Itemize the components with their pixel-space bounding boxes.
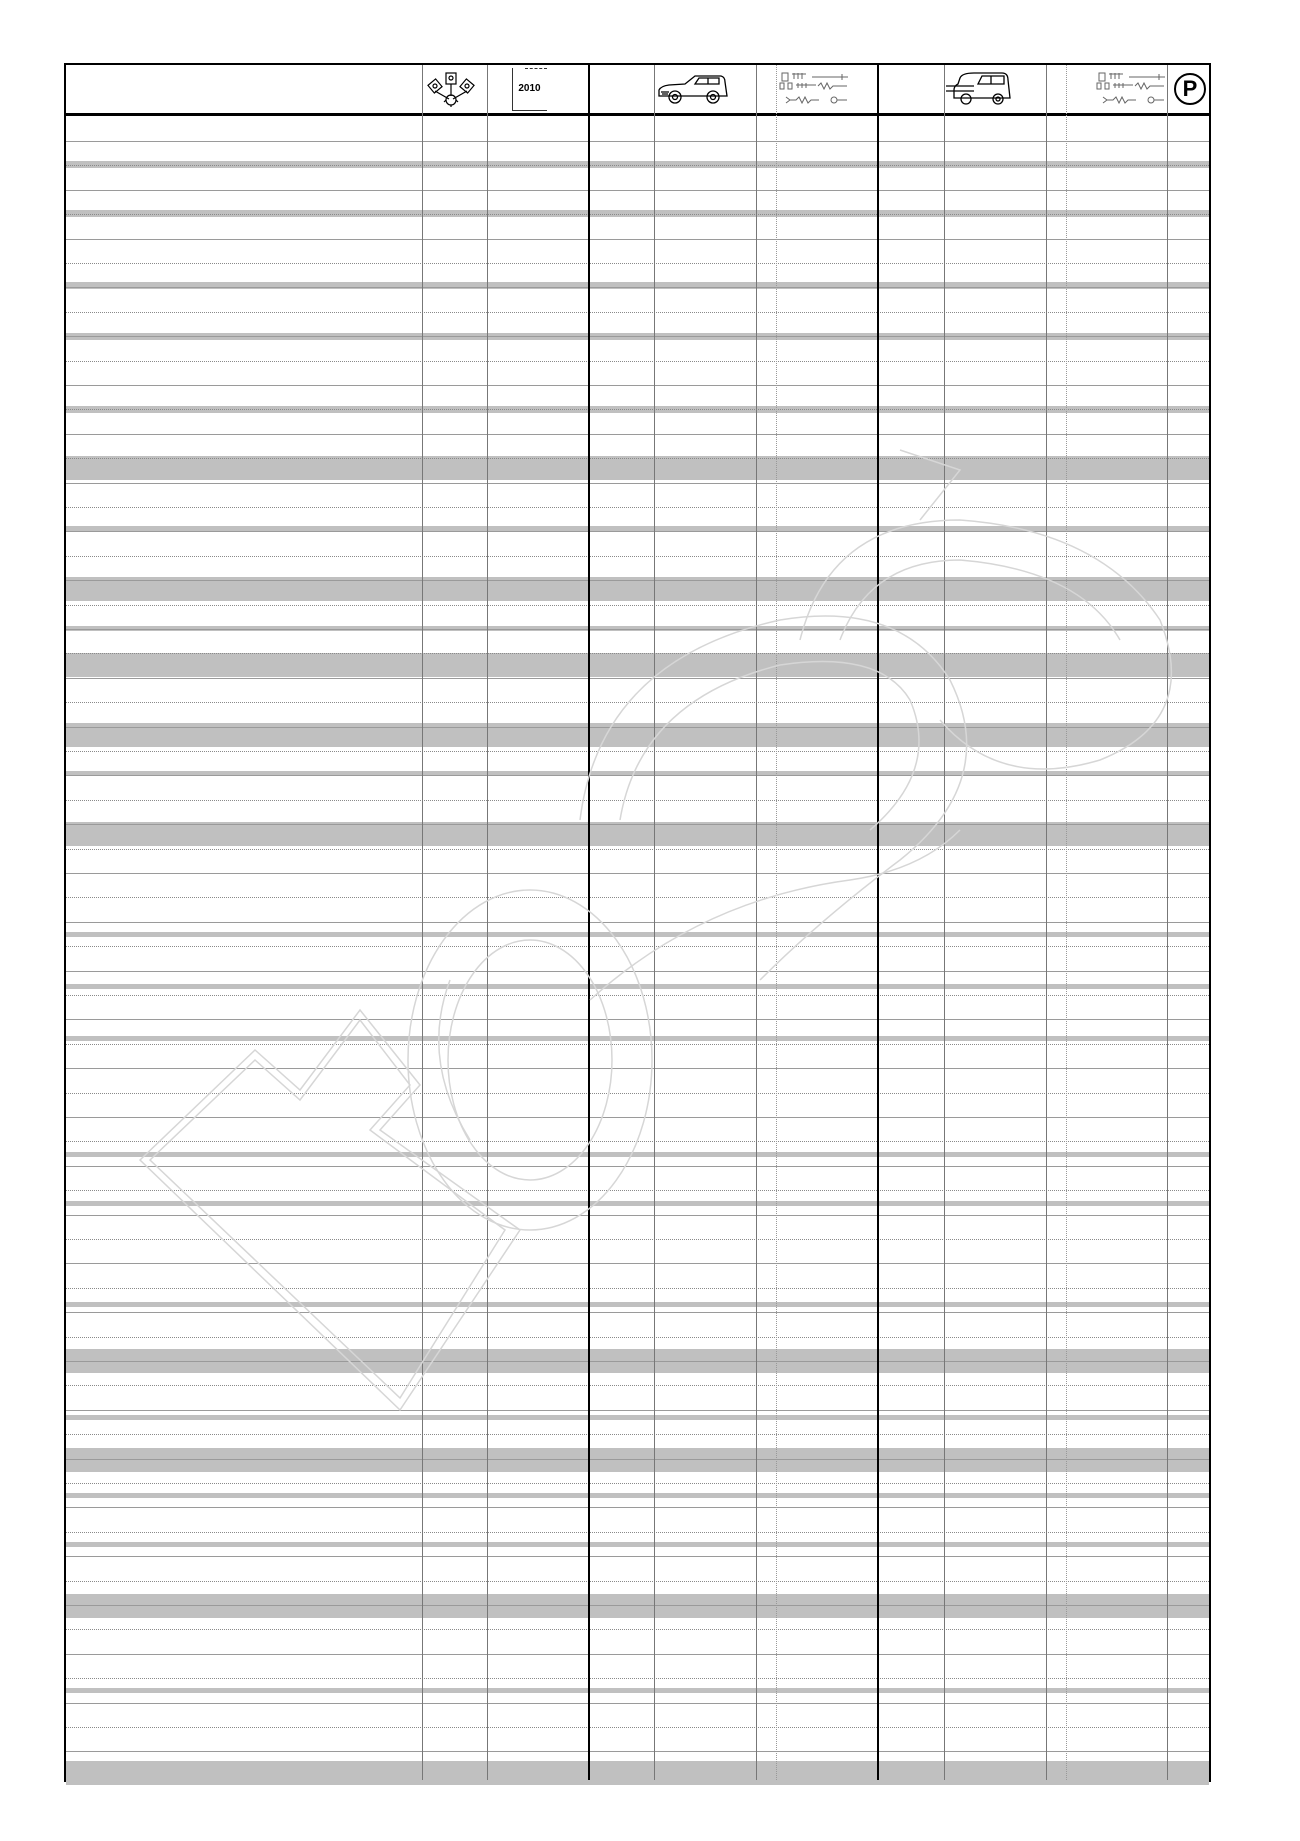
table-row — [66, 1044, 1209, 1045]
table-row — [66, 507, 1209, 508]
year-label: 2010 — [512, 68, 547, 111]
table-row — [66, 1141, 1209, 1142]
table-row — [66, 483, 1209, 484]
column-divider — [1046, 65, 1047, 1780]
table-row — [66, 1532, 1209, 1533]
table-row — [66, 605, 1209, 606]
table-row — [66, 1166, 1209, 1167]
table-row — [66, 1678, 1209, 1679]
table-row — [66, 1434, 1209, 1435]
table-row — [66, 1263, 1209, 1264]
table-row — [66, 434, 1209, 435]
table-row — [66, 629, 1209, 630]
table-row — [66, 385, 1209, 386]
table-row — [66, 531, 1209, 532]
table-row — [66, 214, 1209, 215]
table-row — [66, 458, 1209, 459]
table-row — [66, 1190, 1209, 1191]
table-row — [66, 995, 1209, 996]
table-row — [66, 873, 1209, 874]
parking-icon — [1169, 65, 1211, 113]
table-row — [66, 775, 1209, 776]
group-band — [66, 526, 1209, 531]
table-row — [66, 1215, 1209, 1216]
table-row — [66, 1703, 1209, 1704]
table-row — [66, 1288, 1209, 1289]
group-band — [66, 1152, 1209, 1157]
engine-pistons-icon — [423, 65, 479, 113]
group-band — [66, 1302, 1209, 1307]
table-row — [66, 1093, 1209, 1094]
table-row — [66, 1483, 1209, 1484]
table-row — [66, 1361, 1209, 1362]
group-band — [66, 932, 1209, 937]
table-row — [66, 1629, 1209, 1630]
parking-label: P — [1174, 73, 1206, 105]
car-side-icon — [643, 65, 745, 113]
table-header — [66, 65, 1209, 116]
table-row — [66, 409, 1209, 410]
table-row — [66, 653, 1209, 654]
column-divider — [487, 65, 488, 1780]
table-row — [66, 287, 1209, 288]
column-divider — [776, 65, 777, 1780]
column-divider — [654, 65, 655, 1780]
table-row — [66, 1556, 1209, 1557]
column-divider — [877, 65, 879, 1780]
table-row — [66, 897, 1209, 898]
table-row — [66, 1507, 1209, 1508]
table-row — [66, 1654, 1209, 1655]
table-row — [66, 824, 1209, 825]
table-row — [66, 1605, 1209, 1606]
spring-parts-icon — [763, 65, 866, 113]
table-row — [66, 1312, 1209, 1313]
table-row — [66, 971, 1209, 972]
table-row — [66, 263, 1209, 264]
table-row — [66, 580, 1209, 581]
group-band — [66, 984, 1209, 989]
table-row — [66, 141, 1209, 142]
group-band — [66, 822, 1209, 846]
group-band — [66, 456, 1209, 480]
group-band — [66, 1542, 1209, 1547]
group-band — [66, 1415, 1209, 1420]
table-row — [66, 556, 1209, 557]
table-row — [66, 1239, 1209, 1240]
group-band — [66, 1594, 1209, 1618]
column-divider — [1167, 65, 1168, 1780]
table-row — [66, 1117, 1209, 1118]
table-row — [66, 1337, 1209, 1338]
table-row — [66, 1019, 1209, 1020]
table-row — [66, 1410, 1209, 1411]
group-band — [66, 653, 1209, 677]
column-divider — [756, 65, 757, 1780]
table-row — [66, 922, 1209, 923]
table-row — [66, 751, 1209, 752]
table-row — [66, 1581, 1209, 1582]
column-divider — [1066, 65, 1067, 1780]
table-row — [66, 946, 1209, 947]
table-row — [66, 1751, 1209, 1752]
table-row — [66, 727, 1209, 728]
group-band — [66, 1201, 1209, 1206]
table-row — [66, 678, 1209, 679]
table-row — [66, 190, 1209, 191]
table-row — [66, 1385, 1209, 1386]
table-row — [66, 849, 1209, 850]
table-row — [66, 800, 1209, 801]
table-row — [66, 312, 1209, 313]
table-row — [66, 1727, 1209, 1728]
table-row — [66, 336, 1209, 337]
group-band — [66, 1448, 1209, 1472]
table-row — [66, 361, 1209, 362]
column-divider — [944, 65, 945, 1780]
table-body — [66, 116, 1209, 1780]
table-row — [66, 702, 1209, 703]
column-divider — [588, 65, 590, 1780]
group-band — [66, 1688, 1209, 1693]
catalog-table — [64, 63, 1211, 1782]
calendar-year-icon — [479, 65, 579, 113]
group-band — [66, 1036, 1209, 1041]
group-band — [66, 1761, 1209, 1785]
table-row — [66, 239, 1209, 240]
group-band — [66, 1493, 1209, 1498]
table-row — [66, 165, 1209, 166]
column-divider — [422, 65, 423, 1780]
table-row — [66, 1459, 1209, 1460]
table-row — [66, 1068, 1209, 1069]
